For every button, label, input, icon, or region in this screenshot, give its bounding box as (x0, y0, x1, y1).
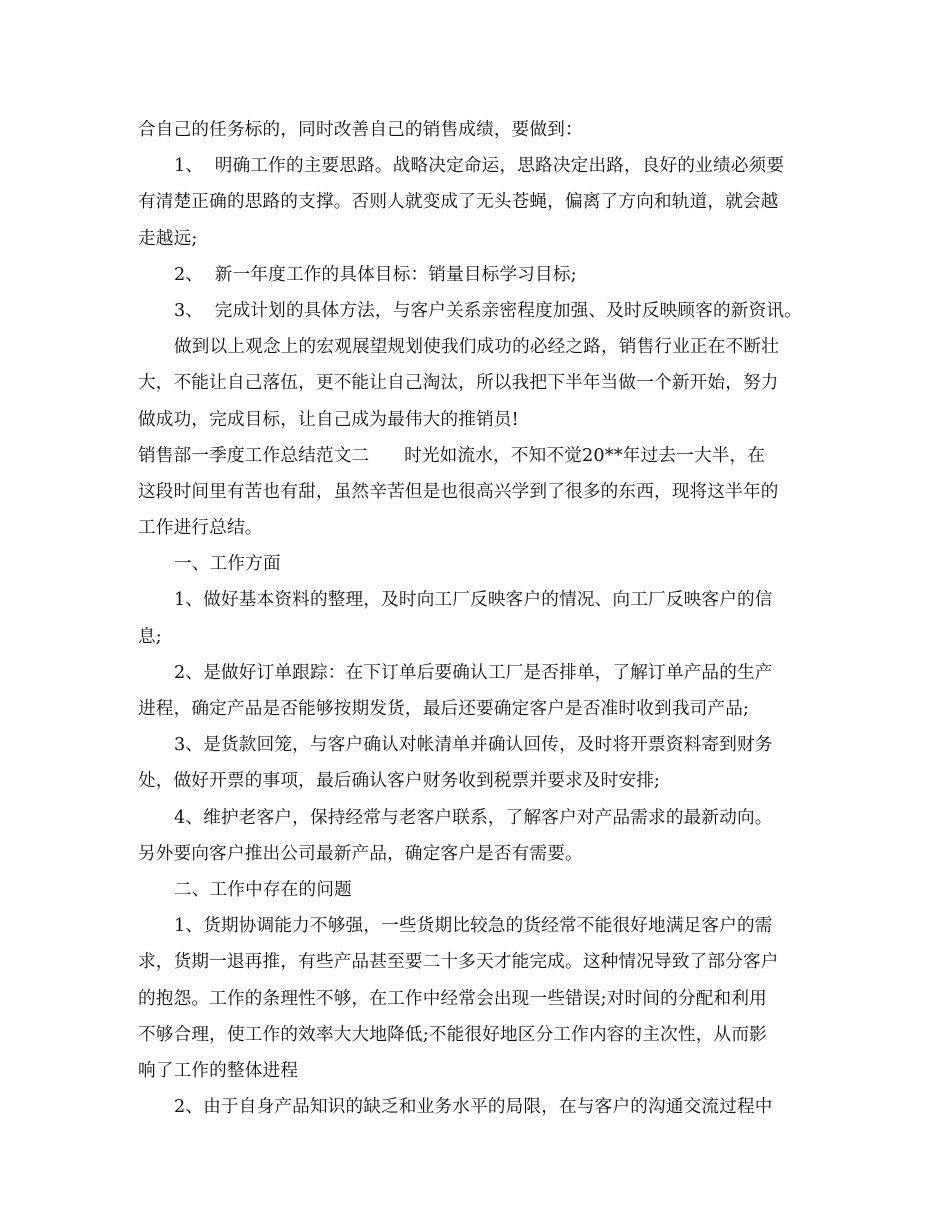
text-line-12: 工作进行总结。 (138, 518, 263, 539)
text-line-16: 2、是做好订单跟踪：在下订单后要确认工厂是否排单，了解订单产品的生产 (174, 662, 773, 683)
heading-problems: 二、工作中存在的问题 (174, 879, 352, 900)
text-line-27: 响了工作的整体进程 (138, 1060, 299, 1081)
text-line-24: 求，货期一退再推，有些产品甚至要二十多天才能完成。这种情况导致了部分客户 (138, 952, 779, 973)
text-line-15: 息; (138, 626, 162, 647)
text-line-28: 2、由于自身产品知识的缺乏和业务水平的局限，在与客户的沟通交流过程中 (174, 1097, 773, 1118)
text-line-20: 4、维护老客户，保持经常与老客户联系，了解客户对产品需求的最新动向。 (174, 807, 773, 828)
text-line-4: 走越远; (138, 228, 198, 249)
text-line-25: 的抱怨。工作的条理性不够，在工作中经常会出现一些错误;对时间的分配和利用 (138, 988, 767, 1009)
text-line-26: 不够合理，使工作的效率大大地降低;不能很好地区分工作内容的主次性，从而影 (138, 1024, 767, 1045)
heading-work-aspects: 一、工作方面 (174, 554, 281, 575)
text-line-7: 做到以上观念上的宏观展望规划使我们成功的必经之路，销售行业正在不断壮 (174, 337, 779, 358)
text-line-5: 2、 新一年度工作的具体目标：销量目标学习目标; (174, 264, 577, 285)
text-line-9: 做成功，完成目标，让自己成为最伟大的推销员! (138, 409, 519, 430)
text-line-3: 有清楚正确的思路的支撑。否则人就变成了无头苍蝇，偏离了方向和轨道，就会越 (138, 192, 779, 213)
text-line-19: 处，做好开票的事项，最后确认客户财务收到税票并要求及时安排; (138, 771, 661, 792)
text-line-6: 3、 完成计划的具体方法，与客户关系亲密程度加强、及时反映顾客的新资讯。 (174, 300, 802, 321)
document-page (138, 112, 818, 1125)
text-line-8: 大，不能让自己落伍，更不能让自己淘汰，所以我把下半年当做一个新开始，努力 (138, 373, 779, 394)
text-line-18: 3、是货款回笼，与客户确认对帐清单并确认回传，及时将开票资料寄到财务 (174, 735, 773, 756)
text-line-14: 1、做好基本资料的整理，及时向工厂反映客户的情况、向工厂反映客户的信 (174, 590, 773, 611)
text-line-2: 1、 明确工作的主要思路。战略决定命运，思路决定出路，良好的业绩必须要 (174, 156, 785, 177)
section-title-line: 销售部一季度工作总结范文二 时光如流水，不知不觉20**年过去一大半，在 (138, 445, 766, 466)
text-line-11: 这段时间里有苦也有甜，虽然辛苦但是也很高兴学到了很多的东西，现将这半年的 (138, 481, 779, 502)
text-line-1: 合自己的任务标的，同时改善自己的销售成绩，要做到： (138, 120, 583, 140)
text-line-21: 另外要向客户推出公司最新产品，确定客户是否有需要。 (138, 843, 583, 864)
text-line-23: 1、货期协调能力不够强，一些货期比较急的货经常不能很好地满足客户的需 (174, 916, 773, 937)
text-line-17: 进程，确定产品是否能够按期发货，最后还要确定客户是否准时收到我司产品; (138, 699, 750, 719)
